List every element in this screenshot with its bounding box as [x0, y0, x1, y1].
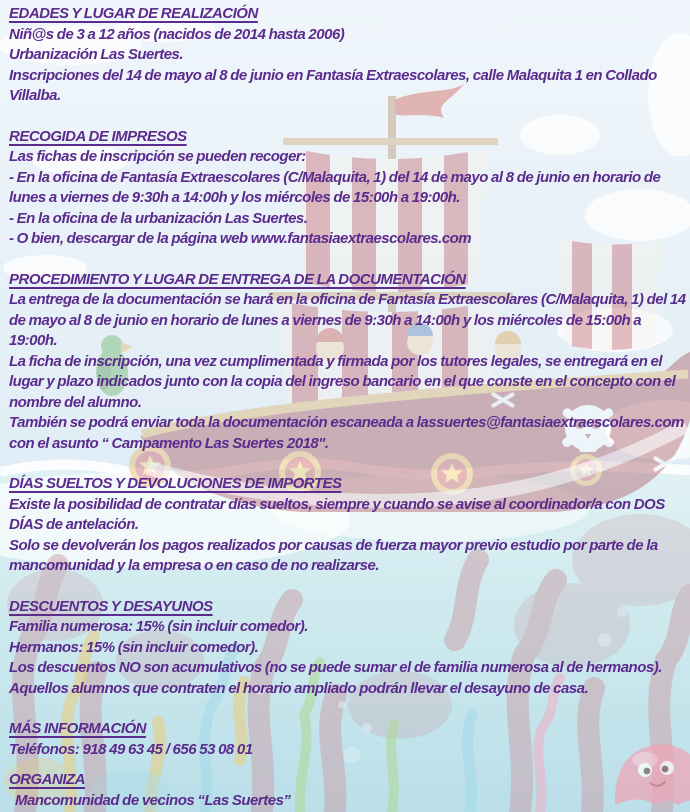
- paragraph: Inscripciones del 14 de mayo al 8 de junio en Fantasía Extraescolares, calle Malaquita 1 en Collado Villalba.: [9, 66, 657, 104]
- section-heading: MÁS INFORMACIÓN: [9, 720, 146, 737]
- section-heading: PROCEDIMIENTO Y LUGAR DE ENTREGA DE LA DOCUMENTACIÓN: [9, 270, 466, 288]
- section-recogida: [9, 127, 686, 250]
- paragraph: Urbanización Las Suertes.: [9, 46, 184, 63]
- paragraph: Solo se devolverán los pagos realizados por causas de fuerza mayor previo estudio por parte de la mancomunidad y la empresa o en caso de no realizarse.: [9, 536, 658, 574]
- paragraph: La ficha de inscripción, una vez cumplimentada y firmada por los tutores legales, se entregará en el lugar y plazo indicados junto con la copia del ingreso bancario en el que conste en el concepto con el nombre del alumno.: [9, 352, 676, 411]
- section-heading: DÍAS SUELTOS Y DEVOLUCIONES DE IMPORTES: [9, 475, 342, 492]
- paragraph: Aquellos alumnos que contraten el horario ampliado podrán llevar el desayuno de casa.: [9, 679, 589, 697]
- section-organiza: [9, 770, 686, 811]
- paragraph: Las fichas de inscripción se pueden recoger:: [9, 148, 306, 165]
- section-heading: EDADES Y LUGAR DE REALIZACIÓN: [9, 5, 258, 22]
- paragraph: - En la oficina de Fantasía Extraescolares (C/Malaquita, 1) del 14 de mayo al 8 de junio en horario de lunes a viernes de 9:30h a 14:00h y los miércoles de 15:00h a 19:00h.: [9, 168, 661, 206]
- phone-numbers: Teléfonos: 918 49 63 45 / 656 53 08 01: [9, 740, 253, 758]
- section-heading: RECOGIDA DE IMPRESOS: [9, 127, 187, 145]
- paragraph: Existe la posibilidad de contratar días sueltos, siempre y cuando se avise al coordinador/a con DOS DÍAS de antelación.: [9, 495, 665, 533]
- section-descuentos: [9, 597, 686, 700]
- section-heading: ORGANIZA: [9, 771, 85, 788]
- organizer-name: Mancomunidad de vecinos “Las Suertes”: [15, 791, 291, 809]
- section-mas-informacion: [9, 719, 686, 760]
- paragraph: También se podrá enviar toda la documentación escaneada a lassuertes@fantasiaextraescolares.com con el asunto “ Campamento Las Suertes 2018".: [9, 414, 684, 452]
- paragraph: La entrega de la documentación se hará en la oficina de Fantasía Extraescolares (C/Malaquita, 1) del 14 de mayo al 8 de junio en horario de lunes a viernes de 9:30h a 14:00h y los miércoles de 15:00h a 19:00h.: [9, 291, 686, 349]
- paragraph: Hermanos: 15% (sin incluir comedor).: [9, 638, 259, 656]
- paragraph: - En la oficina de la urbanización Las Suertes.: [9, 209, 308, 227]
- section-procedimiento: [9, 270, 686, 455]
- paragraph: Niñ@s de 3 a 12 años (nacidos de 2014 hasta 2006): [9, 25, 345, 43]
- paragraph: - O bien, descargar de la página web www.fantasiaextraescolares.com: [9, 230, 472, 247]
- section-dias-sueltos: [9, 474, 686, 577]
- section-heading: DESCUENTOS Y DESAYUNOS: [9, 597, 213, 615]
- paragraph: Los descuentos NO son acumulativos (no se puede sumar el de familia numerosa al de hermanos).: [9, 659, 662, 676]
- paragraph: Familia numerosa: 15% (sin incluir comedor).: [9, 618, 308, 635]
- section-edades: [9, 4, 686, 107]
